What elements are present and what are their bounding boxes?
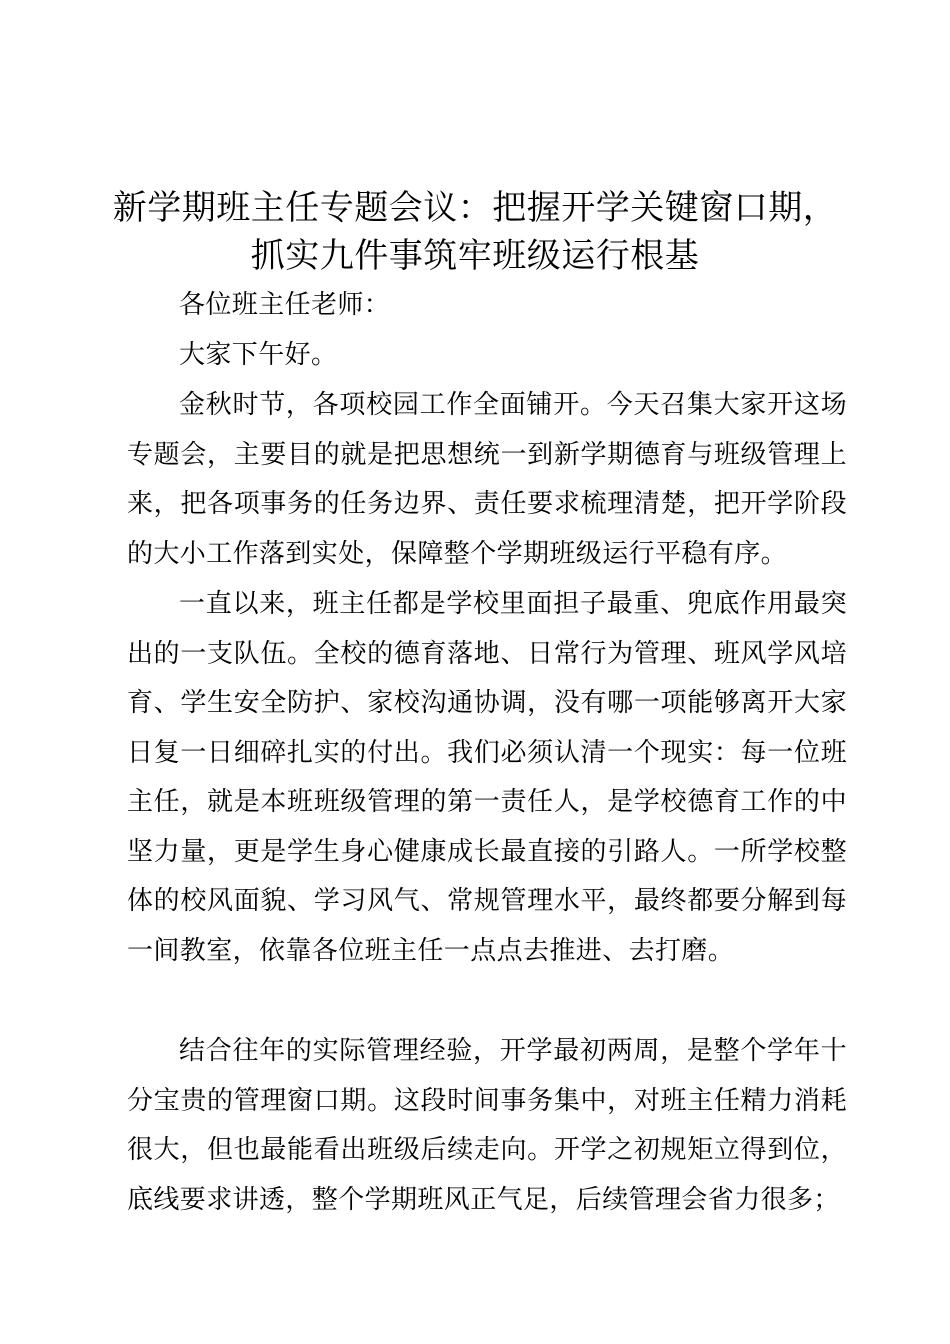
document-title-line-2: 抓实九件事筑牢班级运行根基 <box>250 236 700 276</box>
paragraph-1: 金秋时节，各项校园工作全面铺开。今天召集大家开这场专题会，主要目的就是把思想统一到新学期德育与班级管理上来，把各项事务的任务边界、责任要求梳理清楚，把开学阶段的大小工作落到实处，保障整个学期班级运行平稳有序。 <box>127 390 847 569</box>
paragraph-2: 一直以来，班主任都是学校里面担子最重、兜底作用最突出的一支队伍。全校的德育落地、日常行为管理、班风学风培育、学生安全防护、家校沟通协调，没有哪一项能够离开大家日复一日细碎扎实的付出。我们必须认清一个现实：每一位班主任，就是本班班级管理的第一责任人，是学校德育工作的中坚力量，更是学生身心健康成长最直接的引路人。一所学校整体的校风面貌、学习风气、常规管理水平，最终都要分解到每一间教室，依靠各位班主任一点点去推进、去打磨。 <box>127 589 847 966</box>
salutation: 各位班主任老师： <box>179 290 391 320</box>
document-title-line-1: 新学期班主任专题会议：把握开学关键窗口期， <box>112 188 838 228</box>
greeting: 大家下午好。 <box>179 340 338 370</box>
paragraph-3: 结合往年的实际管理经验，开学最初两周，是整个学年十分宝贵的管理窗口期。这段时间事务集中，对班主任精力消耗很大，但也最能看出班级后续走向。开学之初规矩立得到位，底线要求讲透，整个学期班风正气足，后续管理会省力很多； <box>127 1036 847 1215</box>
